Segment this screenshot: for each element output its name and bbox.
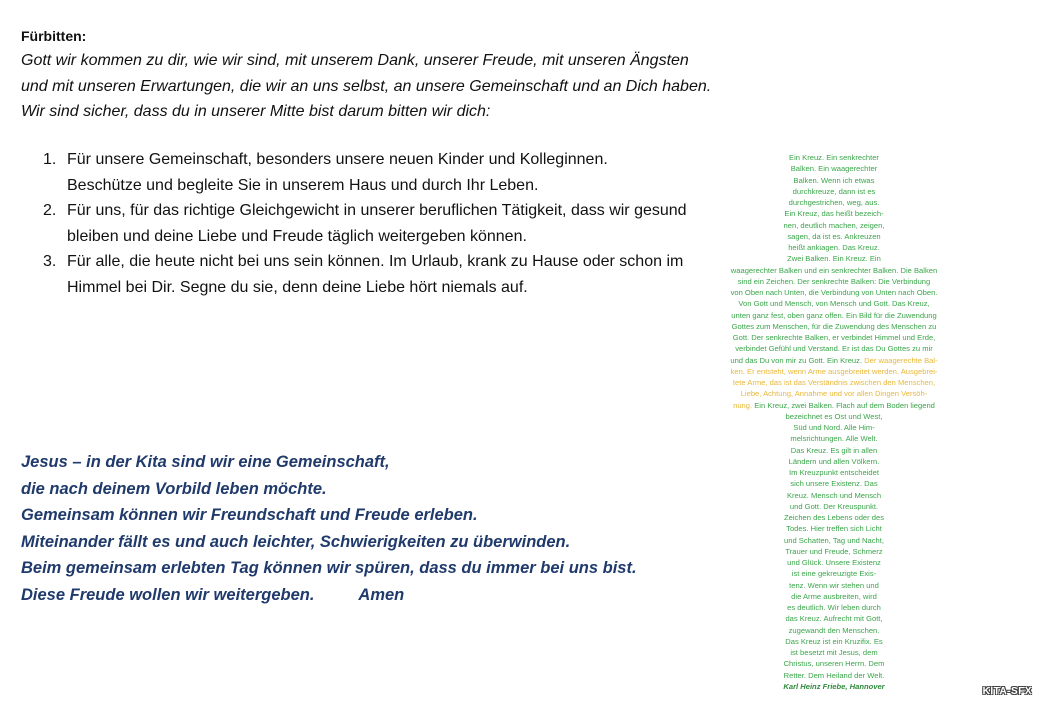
petition-line: bleiben und deine Liebe und Freude täglich weitergeben können.	[67, 227, 527, 245]
cross-line: Kreuz. Mensch und Mensch	[786, 490, 882, 500]
cross-line: nen, deutlich machen, zeigen,	[783, 220, 885, 230]
cross-line: Ländern und allen Völkern.	[788, 456, 880, 466]
cross-line: bezeichnet es Ost und West,	[785, 411, 883, 421]
cross-line: die Arme ausbreiten, wird	[791, 591, 877, 601]
cross-line: und Gott. Der Kreuspunkt.	[789, 501, 879, 511]
cross-line: von Oben nach Unten, die Verbindung von Unten nach Oben.	[730, 288, 938, 297]
cross-line: zugewandt den Menschen.	[788, 625, 880, 635]
cross-shaped-poem	[708, 152, 960, 692]
intro-line: Gott wir kommen zu dir, wie wir sind, mit unserem Dank, unserer Freude, mit unseren Ängsten	[21, 52, 689, 69]
prayer-line: Gemeinsam können wir Freundschaft und Freude erleben.	[21, 506, 478, 524]
cross-line: Christus, unseren Herrn. Dem	[783, 659, 885, 669]
cross-line: Von Gott und Mensch, von Mensch und Gott. Das Kreuz,	[738, 299, 930, 309]
cross-line-mixed	[708, 355, 960, 366]
cross-line: Gottes zum Menschen, für die Zuwendung des Menschen zu	[731, 321, 937, 331]
poem-author: Karl Heinz Friebe, Hannover	[783, 681, 885, 691]
petition-item	[43, 147, 723, 198]
intro-line: und mit unseren Erwartungen, die wir an uns selbst, an unsere Gemeinschaft und an Dich haben.	[21, 77, 712, 95]
petition-item	[43, 249, 723, 300]
prayer-line: Miteinander fällt es und auch leichter, Schwierigkeiten zu überwinden.	[21, 532, 571, 551]
cross-line-highlight: ken. Er entsteht, wenn Arme ausgebreitet werden. Ausgebrei-	[730, 366, 938, 376]
petition-number: 1.	[43, 151, 57, 168]
cross-line: Balken. Ein waagerechter	[790, 164, 878, 174]
cross-line: und Schatten, Tag und Nacht,	[784, 535, 884, 545]
petition-number: 2.	[43, 202, 57, 219]
cross-line: Ein Kreuz, das heißt bezeich-	[784, 209, 884, 219]
cross-line: Todes. Hier treffen sich Licht	[786, 524, 882, 534]
petition-line: Himmel bei Dir. Segne du sie, denn deine Liebe hört niemals auf.	[67, 278, 528, 296]
petition-item	[43, 198, 723, 249]
petition-line: Für alle, die heute nicht bei uns sein können. Im Urlaub, krank zu Hause oder schon im	[67, 253, 684, 270]
cross-line: Im Kreuzpunkt entscheidet	[789, 468, 879, 477]
cross-line: Zeichen des Lebens oder des	[783, 513, 885, 522]
petition-line: Beschütze und begleite Sie in unserem Haus und durch Ihr Leben.	[67, 176, 539, 194]
petitions-list	[43, 147, 723, 300]
petition-line: Für unsere Gemeinschaft, besonders unsere neuen Kinder und Kolleginnen.	[67, 151, 608, 168]
cross-line: Das Kreuz ist ein Kruzifix. Es	[785, 636, 883, 646]
cross-line: melsrichtungen. Alle Welt.	[790, 434, 878, 444]
prayer-line: Jesus – in der Kita sind wir eine Gemeinschaft,	[21, 453, 390, 471]
cross-line: Zwei Balken. Ein Kreuz. Ein	[787, 254, 881, 264]
prayer-line-last	[21, 582, 741, 609]
cross-line: ist besetzt mit Jesus, dem	[790, 648, 878, 657]
cross-line: Balken. Wenn ich etwas	[793, 175, 875, 185]
cross-line-highlight: Liebe, Achtung, Annahme und vor allen Dingen Versöh-	[740, 389, 928, 399]
cross-line: Gott. Der senkrechte Balken, er verbindet Himmel und Erde,	[732, 333, 936, 342]
intro-line: Wir sind sicher, dass du in unserer Mitte bist darum bitten wir dich:	[21, 103, 491, 120]
page-heading: Fürbitten:	[21, 28, 87, 44]
cross-line: Das Kreuz. Es gilt in allen	[790, 445, 878, 455]
cross-line: Süd und Nord. Alle Him-	[793, 423, 875, 432]
watermark-text: KITA-SFX	[982, 686, 1032, 697]
cross-line: waagerechter Balken und ein senkrechter Balken. Die Balken	[730, 265, 938, 275]
closing-prayer	[21, 449, 741, 608]
cross-line: tenz. Wenn wir stehen und	[789, 580, 879, 590]
cross-line: Trauer und Freude, Schmerz	[785, 546, 883, 556]
cross-line: das Kreuz. Aufrecht mit Gott,	[785, 614, 883, 624]
prayer-line: Beim gemeinsam erlebten Tag können wir spüren, dass du immer bei uns bist.	[21, 559, 637, 577]
cross-line: sagen, da ist es. Ankreuzen	[787, 231, 881, 241]
cross-line: es deutlich. Wir leben durch	[787, 603, 881, 612]
intro-paragraph	[21, 48, 741, 125]
cross-line: Retter. Dem Heiland der Welt.	[783, 670, 885, 680]
cross-line: heißt ankiagen. Das Kreuz.	[788, 243, 880, 252]
prayer-line: die nach deinem Vorbild leben möchte.	[21, 479, 327, 498]
cross-line-highlight: tete Arme, das ist das Verständnis zwischen den Menschen,	[732, 378, 936, 387]
cross-line: verbindet Gefühl und Verstand. Er ist das Du Gottes zu mir	[735, 344, 933, 354]
cross-line: sind ein Zeichen. Der senkrechte Balken: Die Verbindung	[737, 276, 931, 286]
cross-line: Ein Kreuz, zwei Balken. Flach auf dem Boden liegend	[754, 400, 935, 410]
amen-text: Amen	[358, 585, 405, 604]
cross-line-mixed	[708, 400, 960, 411]
cross-line: durchgestrichen, weg, aus.	[788, 198, 880, 207]
cross-line: unten ganz fest, oben ganz offen. Ein Bild für die Zuwendung	[731, 310, 937, 320]
cross-line: ist eine gekreuzigte Exis-	[791, 569, 877, 579]
cross-line: durchkreuze, dann ist es	[792, 186, 876, 196]
petition-number: 3.	[43, 253, 57, 270]
prayer-line: Diese Freude wollen wir weitergeben.	[21, 585, 315, 604]
petition-line: Für uns, für das richtige Gleichgewicht in unserer beruflichen Tätigkeit, dass wir gesund	[67, 202, 687, 219]
cross-line: sich unsere Existenz. Das	[790, 479, 878, 489]
cross-line: Ein Kreuz. Ein senkrechter	[789, 153, 879, 162]
cross-line-highlight: Der waagerechte Bal-	[864, 355, 938, 365]
cross-line: und Glück. Unsere Existenz	[787, 558, 881, 567]
cross-line: und das Du von mir zu Gott. Ein Kreuz.	[730, 355, 863, 365]
cross-line-highlight: nung.	[733, 400, 753, 410]
